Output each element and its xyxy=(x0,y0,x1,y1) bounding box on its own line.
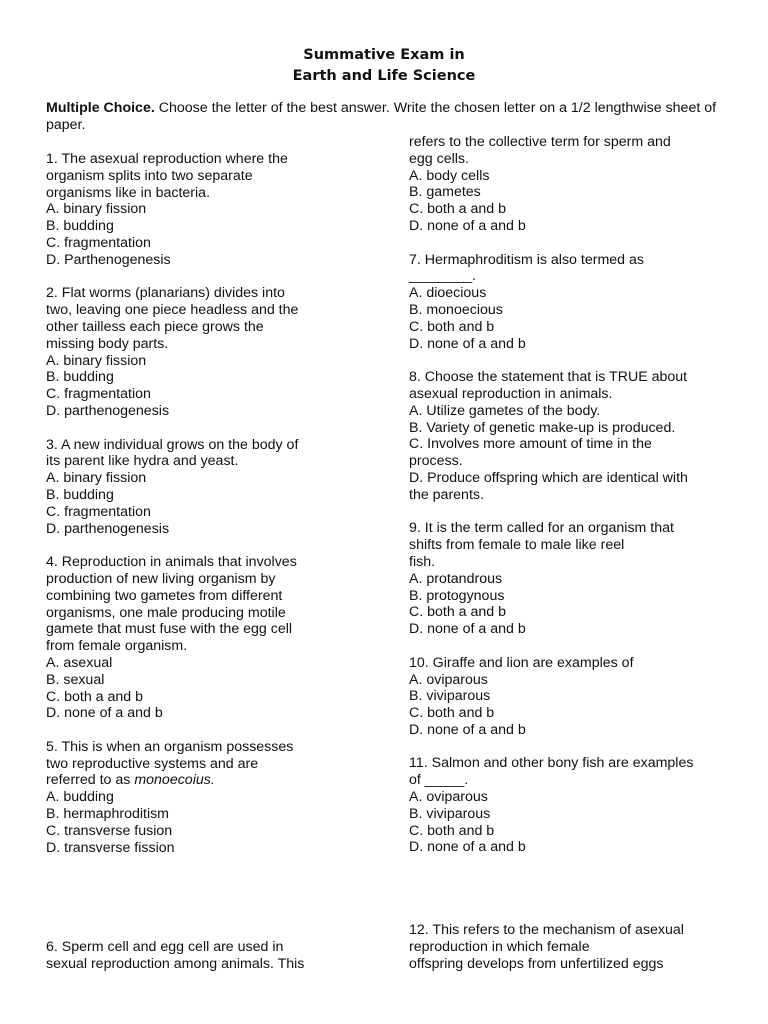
question-2-option-a: A. binary fission xyxy=(46,352,147,369)
question-7-line: ________. xyxy=(409,268,477,285)
question-8-option-c-cont: process. xyxy=(409,453,463,470)
question-11-option-d: D. none of a and b xyxy=(409,839,526,856)
question-11-option-b: B. viviparous xyxy=(409,805,491,822)
question-1-line: 1. The asexual reproduction where the xyxy=(46,151,288,167)
question-9-option-d: D. none of a and b xyxy=(409,621,526,638)
question-4-line: production of new living organism by xyxy=(46,570,276,587)
question-2-option-d: D. parthenogenesis xyxy=(46,402,170,419)
question-9 xyxy=(409,520,734,638)
question-9-line: 9. It is the term called for an organism that xyxy=(409,520,674,537)
question-7-line: 7. Hermaphroditism is also termed as xyxy=(409,251,644,268)
question-4-line: organisms, one male producing motile xyxy=(46,604,286,621)
question-4-option-a: A. asexual xyxy=(46,654,113,671)
question-3-option-a: A. binary fission xyxy=(46,470,147,487)
question-11-line: 11. Salmon and other bony fish are examples xyxy=(409,755,694,772)
question-6-option-c: C. both a and b xyxy=(409,201,507,218)
question-3-option-d: D. parthenogenesis xyxy=(46,520,170,537)
question-12 xyxy=(409,922,734,972)
question-11-option-a: A. oviparous xyxy=(409,789,488,806)
question-2-option-c: C. fragmentation xyxy=(46,386,151,403)
question-2-line: 2. Flat worms (planarians) divides into xyxy=(46,285,285,302)
question-5-line: 5. This is when an organism possesses xyxy=(46,738,294,755)
question-5-option-a: A. budding xyxy=(46,789,114,806)
question-2-line: other tailless each piece grows the xyxy=(46,318,264,335)
question-8-option-d-cont: the parents. xyxy=(409,486,484,503)
question-10-option-c: C. both and b xyxy=(409,705,495,722)
instructions-label: Multiple Choice. xyxy=(46,100,155,116)
question-9-line: shifts from female to male like reel xyxy=(409,537,625,554)
question-1-option-c: C. fragmentation xyxy=(46,234,151,251)
question-8-option-c: C. Involves more amount of time in the xyxy=(409,436,652,453)
question-5-option-d: D. transverse fission xyxy=(46,839,175,856)
question-3 xyxy=(46,437,346,538)
question-10 xyxy=(409,655,734,739)
question-6-line: refers to the collective term for sperm and xyxy=(409,134,671,150)
question-4 xyxy=(46,554,346,722)
question-4-line: combining two gametes from different xyxy=(46,587,283,604)
question-4-option-d: D. none of a and b xyxy=(46,705,163,722)
question-4-option-c: C. both a and b xyxy=(46,688,144,705)
question-5-italic-term: monoecoius. xyxy=(134,772,215,789)
question-7-option-d: D. none of a and b xyxy=(409,335,526,352)
question-8-line: 8. Choose the statement that is TRUE about xyxy=(409,369,688,386)
exam-title-line2: Earth and Life Science xyxy=(292,68,476,84)
question-6-option-d: D. none of a and b xyxy=(409,217,526,234)
question-4-option-b: B. sexual xyxy=(46,671,105,688)
question-12-line: offspring develops from unfertilized eggs xyxy=(409,955,664,972)
question-6-option-b: B. gametes xyxy=(409,184,481,201)
right-column xyxy=(409,134,734,856)
question-8-option-a: A. Utilize gametes of the body. xyxy=(409,402,601,419)
question-3-line: 3. A new individual grows on the body of xyxy=(46,436,299,453)
question-1-option-b: B. budding xyxy=(46,218,114,235)
question-5 xyxy=(46,739,346,857)
question-2 xyxy=(46,285,346,419)
question-7-option-c: C. both and b xyxy=(409,318,495,335)
question-2-line: missing body parts. xyxy=(46,335,169,352)
question-6-continued xyxy=(409,134,734,235)
question-10-option-a: A. oviparous xyxy=(409,671,488,688)
question-1-line: organisms like in bacteria. xyxy=(46,184,211,201)
question-4-line: gamete that must fuse with the egg cell xyxy=(46,621,293,638)
question-12-line: reproduction in which female xyxy=(409,938,590,955)
question-8-line: asexual reproduction in animals. xyxy=(409,385,613,402)
question-8-option-d: D. Produce offspring which are identical with xyxy=(409,469,688,486)
question-8-option-b: B. Variety of genetic make-up is produced. xyxy=(409,419,676,436)
question-6-start xyxy=(46,939,346,973)
question-5-option-b: B. hermaphroditism xyxy=(46,806,170,823)
instructions xyxy=(46,100,736,134)
question-2-line: two, leaving one piece headless and the xyxy=(46,302,299,319)
question-10-line: 10. Giraffe and lion are examples of xyxy=(409,654,634,671)
question-3-option-b: B. budding xyxy=(46,486,114,503)
question-6-line: sexual reproduction among animals. This xyxy=(46,955,305,972)
question-11-option-c: C. both and b xyxy=(409,822,495,839)
exam-title-line1: Summative Exam in xyxy=(303,47,465,63)
question-2-option-b: B. budding xyxy=(46,369,114,386)
question-1-line: organism splits into two separate xyxy=(46,167,253,184)
question-3-line: its parent like hydra and yeast. xyxy=(46,453,239,470)
question-7 xyxy=(409,252,734,353)
question-11-line: of _____. xyxy=(409,772,469,789)
question-6-line: egg cells. xyxy=(409,150,469,167)
question-5-line-text: referred to as xyxy=(46,772,135,789)
question-5-option-c: C. transverse fusion xyxy=(46,822,173,839)
question-6-option-a: A. body cells xyxy=(409,167,490,184)
question-10-option-b: B. viviparous xyxy=(409,688,491,705)
question-1-option-a: A. binary fission xyxy=(46,201,147,218)
left-column xyxy=(46,151,346,856)
question-4-line: 4. Reproduction in animals that involves xyxy=(46,554,297,571)
question-1 xyxy=(46,151,346,269)
instructions-text: Choose the letter of the best answer. Write the chosen letter on a 1/2 lengthwise sheet of paper. xyxy=(46,100,717,133)
question-4-line: from female organism. xyxy=(46,638,188,655)
question-9-option-a: A. protandrous xyxy=(409,570,503,587)
question-7-option-b: B. monoecious xyxy=(409,301,503,318)
question-5-line: two reproductive systems and are xyxy=(46,755,259,772)
question-8 xyxy=(409,369,734,503)
question-11 xyxy=(409,755,734,856)
question-9-option-b: B. protogynous xyxy=(409,587,505,604)
question-1-option-d: D. Parthenogenesis xyxy=(46,251,171,268)
question-5-line xyxy=(46,772,346,789)
question-9-option-c: C. both a and b xyxy=(409,604,507,621)
question-12-line: 12. This refers to the mechanism of asexual xyxy=(409,922,684,938)
question-3-option-c: C. fragmentation xyxy=(46,503,151,520)
question-6-line: 6. Sperm cell and egg cell are used in xyxy=(46,939,284,955)
question-9-line: fish. xyxy=(409,553,436,570)
question-7-option-a: A. dioecious xyxy=(409,285,487,302)
question-10-option-d: D. none of a and b xyxy=(409,721,526,738)
